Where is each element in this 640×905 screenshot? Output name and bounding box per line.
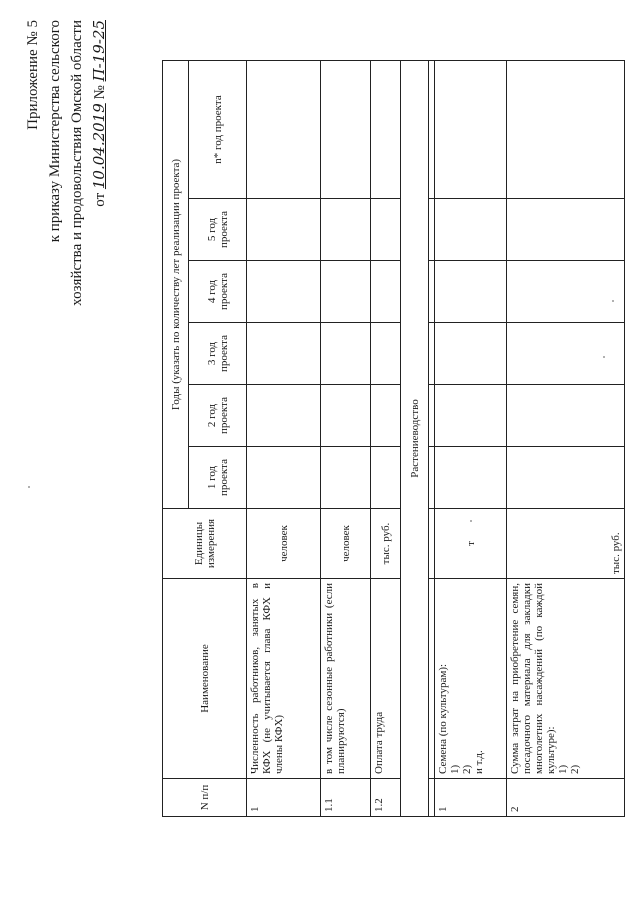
row-cell <box>247 61 321 199</box>
appendix-title: Приложение № 5 <box>25 20 41 130</box>
row-cell <box>247 447 321 509</box>
row-name: в том числе сезонные работники (если планируются) <box>321 579 371 779</box>
row-cell <box>507 385 625 447</box>
row-cell <box>371 385 401 447</box>
header-year-4: 4 год проекта <box>189 261 247 323</box>
row-cell <box>247 199 321 261</box>
row-unit: человек <box>321 509 371 579</box>
row-name <box>435 579 507 779</box>
row-cell <box>435 199 507 261</box>
order-line: к приказу Министерства сельского <box>47 20 63 243</box>
header-year-2: 2 год проекта <box>189 385 247 447</box>
row-cell <box>371 199 401 261</box>
header-name: Наименование <box>163 579 247 779</box>
row-num: 2 <box>507 779 625 817</box>
row-cell <box>371 261 401 323</box>
row-num: 1 <box>435 779 507 817</box>
row-num: 1 <box>247 779 321 817</box>
row-cell <box>247 385 321 447</box>
table-row <box>507 61 625 817</box>
header-years-group: Годы (указать по количеству лет реализации проекта) <box>163 61 189 509</box>
seeds-title: Семена (по культурам): <box>437 663 449 774</box>
row-cell <box>247 261 321 323</box>
list-item: 1) <box>449 764 461 774</box>
row-cell <box>321 261 371 323</box>
row-unit: тыс. руб. <box>371 509 401 579</box>
header-num: N п/п <box>163 779 247 817</box>
row-num: 1.2 <box>371 779 401 817</box>
sum-title: Сумма затрат на приобретение семян, посадочного материала для закладки многолетних насаждений (по каждой культуре): <box>509 583 557 774</box>
header-year-3: 3 год проекта <box>189 323 247 385</box>
list-item: 2) <box>569 764 581 774</box>
row-cell <box>507 447 625 509</box>
row-cell <box>507 199 625 261</box>
handwritten-date: 10.04.2019 <box>90 103 108 190</box>
row-name: Численность работников, занятых в КФХ (не учитывается глава КФХ и члены КФХ) <box>247 579 321 779</box>
row-cell <box>435 447 507 509</box>
row-cell <box>321 323 371 385</box>
row-cell <box>507 261 625 323</box>
section-row <box>401 61 429 817</box>
table-row <box>371 61 401 817</box>
table-header-row <box>163 61 189 817</box>
scan-speck <box>612 300 614 302</box>
project-indicators-table <box>162 60 625 817</box>
row-cell <box>435 385 507 447</box>
row-cell <box>371 447 401 509</box>
scan-speck <box>28 486 30 488</box>
row-cell <box>435 61 507 199</box>
row-unit: т <box>435 509 507 579</box>
row-cell <box>247 323 321 385</box>
appendix-header <box>22 20 111 905</box>
row-cell <box>435 323 507 385</box>
row-num: 1.1 <box>321 779 371 817</box>
header-unit: Единицы измерения <box>163 509 247 579</box>
row-cell <box>321 385 371 447</box>
row-unit: тыс. руб. <box>507 509 625 579</box>
order-date-line: от 10.04.2019 № П-19-25 <box>90 20 108 207</box>
header-year-5: 5 год проекта <box>189 199 247 261</box>
row-name <box>507 579 625 779</box>
scan-speck <box>603 356 605 358</box>
handwritten-number: П-19-25 <box>90 20 108 82</box>
row-cell <box>321 199 371 261</box>
row-cell <box>371 323 401 385</box>
row-cell <box>507 61 625 199</box>
table-row <box>321 61 371 817</box>
section-title: Растениеводство <box>401 61 429 817</box>
list-item: 1) <box>557 764 569 774</box>
row-cell <box>371 61 401 199</box>
row-cell <box>507 323 625 385</box>
row-cell <box>321 447 371 509</box>
list-item: и т.д. <box>473 750 485 774</box>
scan-speck <box>470 520 472 522</box>
row-cell <box>321 61 371 199</box>
list-item: 2) <box>461 764 473 774</box>
ministry-line: хозяйства и продовольствия Омской области <box>69 20 85 306</box>
table-row <box>435 61 507 817</box>
header-year-n: n* год проекта <box>189 61 247 199</box>
header-year-1: 1 год проекта <box>189 447 247 509</box>
table-row <box>247 61 321 817</box>
row-name: Оплата труда <box>371 579 401 779</box>
row-cell <box>435 261 507 323</box>
row-unit: человек <box>247 509 321 579</box>
